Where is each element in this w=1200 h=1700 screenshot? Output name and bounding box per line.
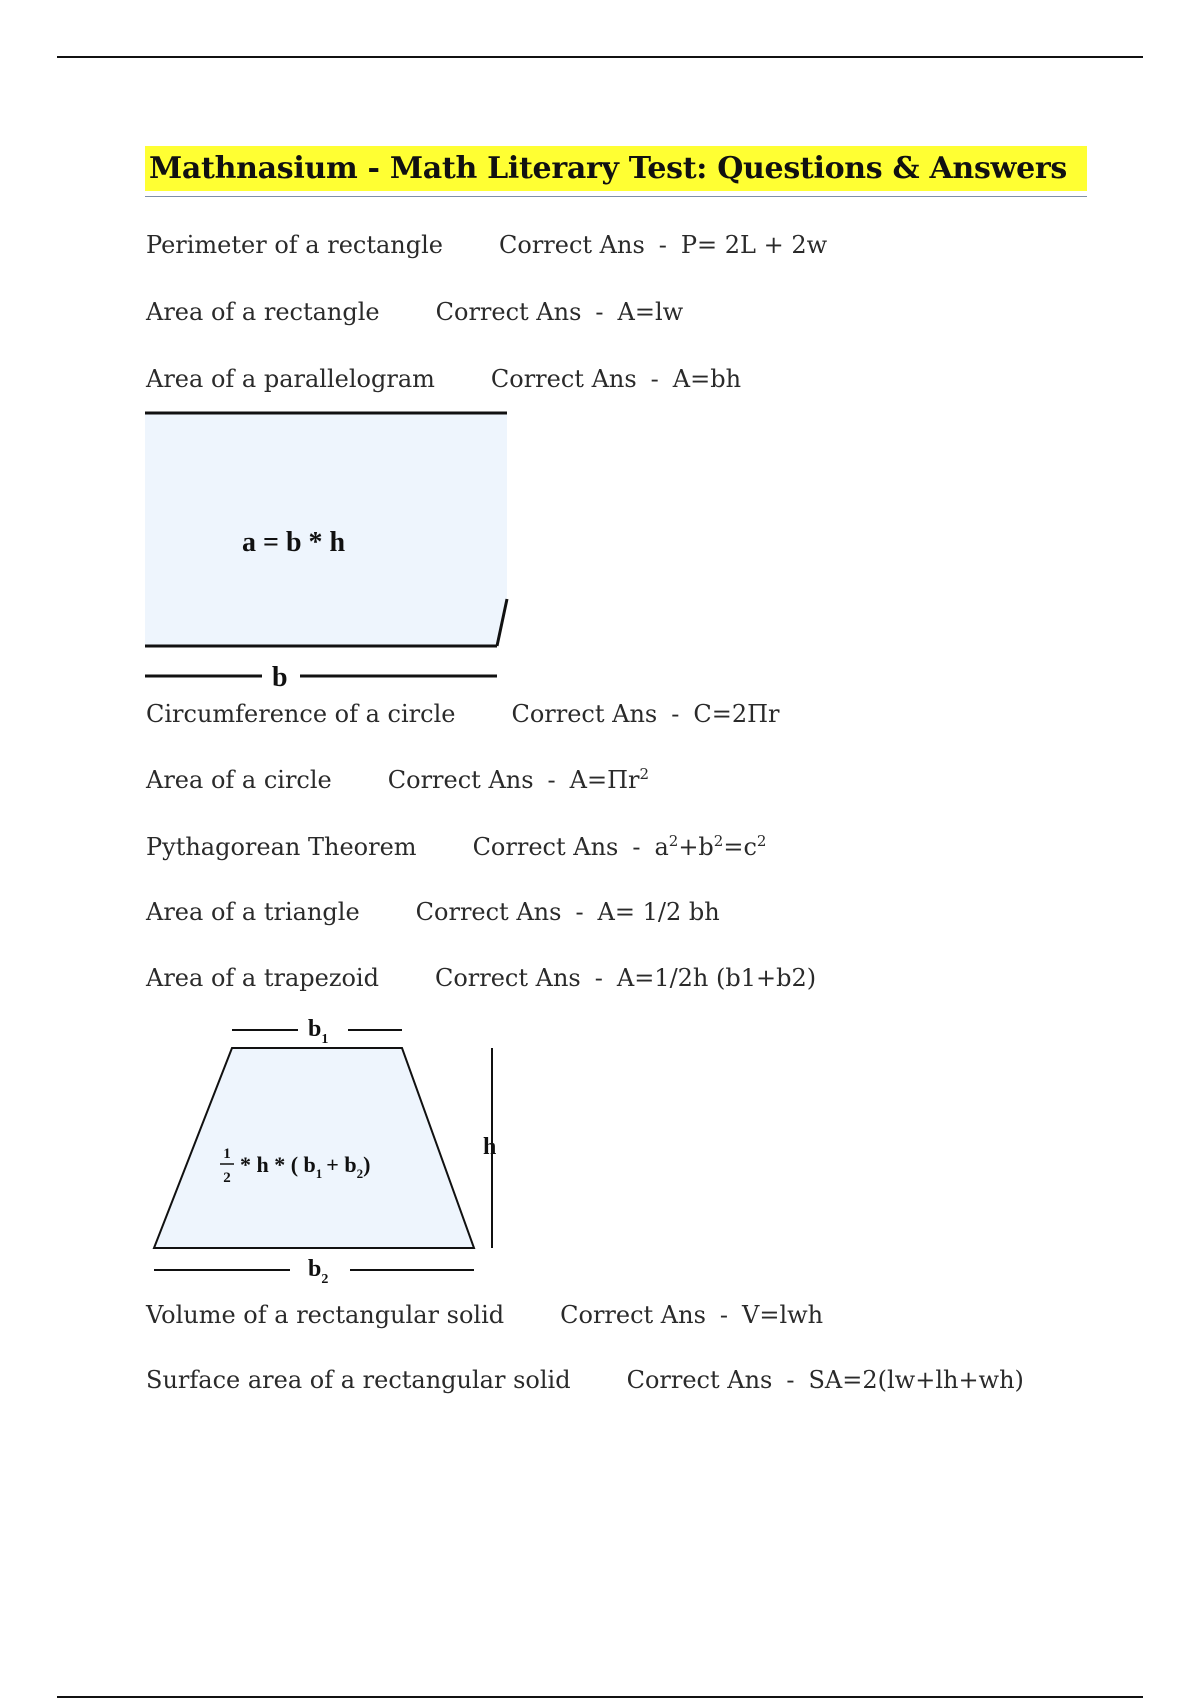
question-text: Circumference of a circle	[146, 700, 456, 728]
answer-separator: -	[650, 365, 659, 393]
formula-subscript-2: 2	[356, 1166, 364, 1181]
base-label: b	[272, 662, 288, 693]
answer-separator: -	[594, 964, 603, 992]
parallelogram-formula: a = b * h	[242, 527, 346, 558]
top-base-letter: b	[308, 1016, 322, 1042]
answer-label: Correct Ans	[560, 1301, 706, 1329]
answer-text: C=2Πr	[693, 700, 780, 728]
answer-exponent: 2	[713, 832, 724, 850]
answer-label: Correct Ans	[490, 365, 637, 393]
qa-item	[146, 764, 649, 796]
formula-end: )	[363, 1152, 371, 1177]
answer-text: V=lwh	[742, 1301, 824, 1329]
answer-separator: -	[575, 898, 584, 926]
bottom-base-subscript: 2	[321, 1272, 329, 1287]
answer-label: Correct Ans	[415, 898, 562, 926]
top-base-subscript: 1	[321, 1032, 329, 1047]
answer-separator: -	[547, 766, 556, 794]
answer-text: A= 1/2 bh	[597, 898, 720, 926]
bottom-base-label	[308, 1256, 328, 1287]
question-text: Area of a trapezoid	[146, 964, 379, 992]
answer-part: +b	[678, 833, 714, 861]
formula-subscript-1: 1	[315, 1166, 323, 1181]
answer-label: Correct Ans	[472, 833, 619, 861]
fraction-denominator: 2	[223, 1170, 231, 1186]
parallelogram-diagram	[140, 405, 520, 695]
top-base-label	[308, 1016, 328, 1047]
answer-separator: -	[632, 833, 641, 861]
question-text: Area of a triangle	[146, 898, 360, 926]
qa-item	[146, 296, 683, 328]
header-rule	[57, 56, 1143, 58]
answer-label: Correct Ans	[434, 964, 581, 992]
qa-item	[146, 1364, 1024, 1396]
answer-part: =c	[723, 833, 757, 861]
answer-exponent: 2	[668, 832, 679, 850]
question-text: Area of a circle	[146, 766, 332, 794]
qa-item	[146, 698, 780, 730]
bottom-base-letter: b	[308, 1256, 322, 1282]
fraction-numerator: 1	[223, 1146, 231, 1162]
qa-item	[146, 831, 766, 863]
title-underline	[145, 196, 1087, 197]
answer-exponent: 2	[639, 765, 650, 783]
formula-plus: + b	[326, 1152, 357, 1177]
answer-separator: -	[786, 1366, 795, 1394]
answer-text: P= 2L + 2w	[680, 231, 828, 259]
answer-part: a	[654, 833, 669, 861]
answer-separator: -	[658, 231, 667, 259]
answer-label: Correct Ans	[435, 298, 582, 326]
answer-exponent: 2	[756, 832, 767, 850]
qa-item	[146, 962, 816, 994]
answer-text: A=bh	[672, 365, 742, 393]
answer-label: Correct Ans	[511, 700, 658, 728]
answer-separator: -	[595, 298, 604, 326]
height-label: h	[483, 1134, 497, 1160]
question-text: Surface area of a rectangular solid	[146, 1366, 571, 1394]
answer-text: A=lw	[617, 298, 684, 326]
qa-item	[146, 229, 827, 261]
answer-base: A=Πr	[569, 766, 640, 794]
footer-rule	[57, 1696, 1143, 1698]
answer-separator: -	[671, 700, 680, 728]
qa-item	[146, 363, 741, 395]
question-text: Pythagorean Theorem	[146, 833, 417, 861]
answer-separator: -	[719, 1301, 729, 1329]
answer-label: Correct Ans	[626, 1366, 773, 1394]
question-text: Perimeter of a rectangle	[146, 231, 443, 259]
qa-item	[146, 1299, 823, 1331]
answer-label: Correct Ans	[499, 231, 645, 259]
question-text: Area of a rectangle	[146, 298, 380, 326]
answer-label: Correct Ans	[387, 766, 534, 794]
answer-text	[654, 831, 766, 863]
question-text: Area of a parallelogram	[146, 365, 435, 393]
trapezoid-diagram	[140, 1008, 510, 1298]
answer-text: A=1/2h (b1+b2)	[616, 964, 817, 992]
formula-middle: * h * ( b	[240, 1152, 316, 1177]
question-text: Volume of a rectangular solid	[146, 1301, 505, 1329]
trapezoid-formula	[240, 1152, 370, 1181]
document-title: Mathnasium - Math Literary Test: Questions & Answers	[145, 146, 1087, 191]
qa-item	[146, 896, 720, 928]
answer-text	[570, 764, 649, 796]
answer-text: SA=2(lw+lh+wh)	[808, 1366, 1024, 1394]
trapezoid-shape	[154, 1048, 474, 1248]
